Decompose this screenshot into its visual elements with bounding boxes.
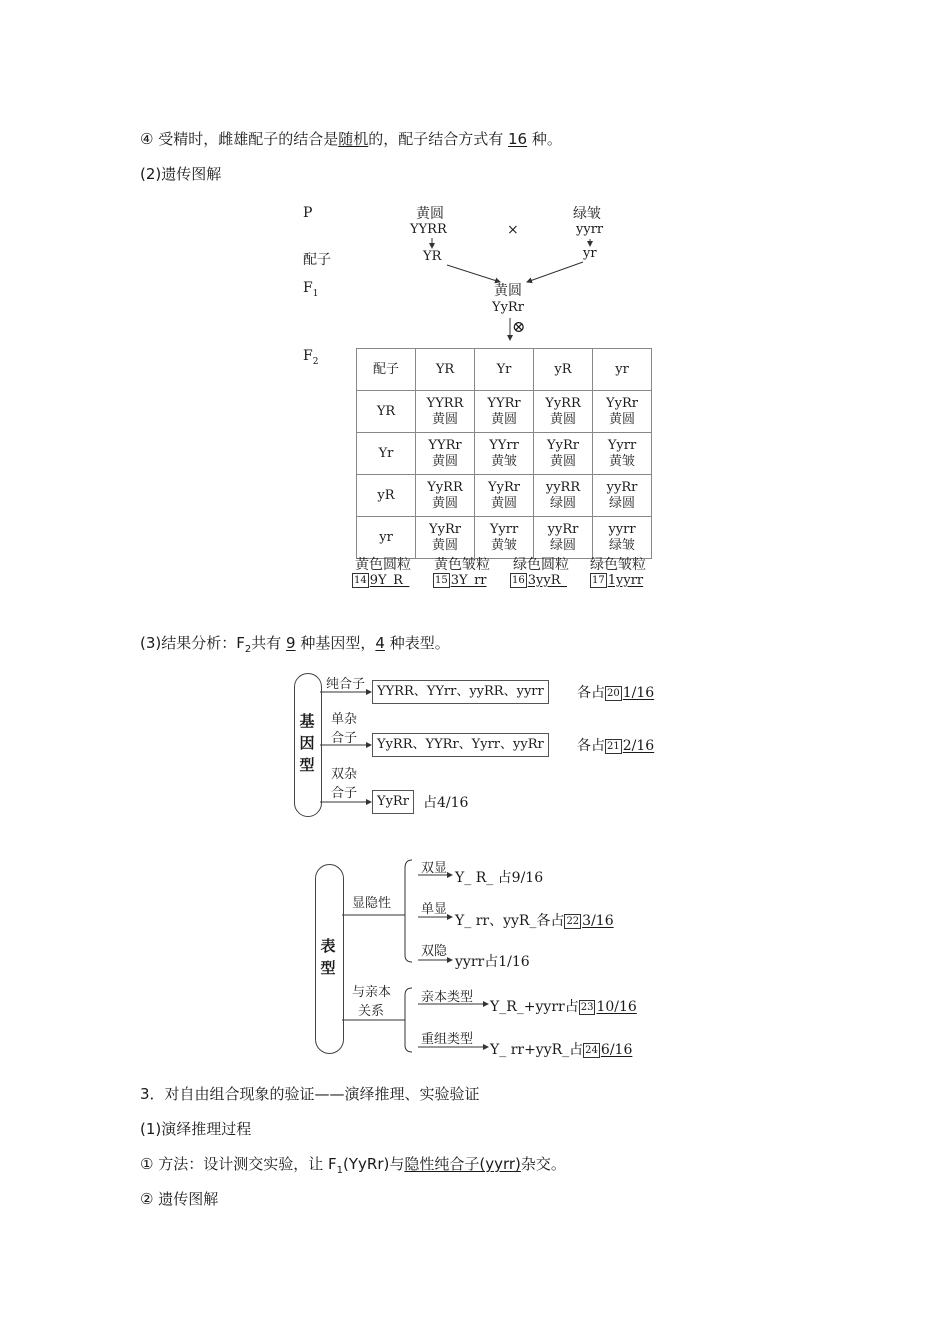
deduction-heading: (1)演绎推理过程 — [140, 1120, 252, 1138]
punnett-square — [356, 348, 652, 559]
double-dominant-ratio: Y_ R_ 占9/16 — [455, 870, 544, 886]
pheno-name: 绿色圆粒 — [513, 557, 569, 573]
col-header: yr — [593, 349, 652, 391]
genetic-diagram-heading: ② 遗传图解 — [140, 1190, 219, 1208]
row-header: Yr — [357, 433, 416, 475]
recombinant-type-label: 重组类型 — [421, 1032, 474, 1047]
pheno-name: 绿色皱粒 — [590, 557, 646, 573]
cross-sign: × — [507, 222, 519, 238]
homozygous-box: YYRR、YYrr、yyRR、yyrr — [372, 680, 549, 704]
f1-label: $F_1$ — [303, 280, 319, 299]
col-header: yR — [534, 349, 593, 391]
parent1-genotype: YYRR — [410, 222, 447, 237]
single-hetero-ratio: 各占 21 2/16 — [577, 738, 655, 754]
branch-single-hetero-2: 合子 — [331, 731, 358, 746]
pheno-ratio: 14 9Y_R_ — [354, 573, 410, 588]
paragraph-result-analysis: (3)结果分析：$F_2$共有 9 种基因型，4 种表型。 — [140, 634, 450, 655]
table-row — [357, 433, 652, 475]
table-cell: Yyrr 黄皱 — [593, 433, 652, 475]
table-cell: YyRr 黄圆 — [475, 475, 534, 517]
double-hetero-box: YyRr — [372, 790, 414, 814]
row-header: YR — [357, 391, 416, 433]
row-header: yR — [357, 475, 416, 517]
double-recessive-label: 双隐 — [421, 944, 448, 959]
gamete-label: 配子 — [303, 252, 331, 268]
table-row — [357, 391, 652, 433]
homozygous-ratio: 各占 20 1/16 — [577, 685, 655, 701]
table-cell: YyRr 黄圆 — [416, 517, 475, 559]
f2-label: $F_2$ — [303, 348, 319, 367]
answer-16: 16 — [508, 130, 528, 148]
double-hetero-ratio: 占4/16 — [423, 795, 469, 811]
f1-genotype: YyRr — [492, 300, 524, 315]
branch-homozygous: 纯合子 — [326, 677, 366, 692]
table-row — [357, 475, 652, 517]
row-header: yr — [357, 517, 416, 559]
table-cell: YYRr 黄圆 — [416, 433, 475, 475]
pheno-name: 黄色圆粒 — [355, 557, 411, 573]
heading-genetic-diagram: (2)遗传图解 — [140, 165, 222, 183]
parental-type-label: 亲本类型 — [421, 990, 474, 1005]
parental-type-ratio: Y_R_+yyrr占 23 10/16 — [490, 999, 637, 1015]
table-cell: YYRr 黄圆 — [475, 391, 534, 433]
table-cell: YYrr 黄皱 — [475, 433, 534, 475]
pheno-ratio: 17 1yyrr — [592, 573, 644, 588]
pheno-ratio: 16 3yyR_ — [512, 573, 567, 588]
table-cell: YyRR 黄圆 — [416, 475, 475, 517]
section-3-heading: 3．对自由组合现象的验证——演绎推理、实验验证 — [140, 1085, 480, 1103]
table-header-row — [357, 349, 652, 391]
table-cell: yyrr 绿皱 — [593, 517, 652, 559]
selfing-symbol: ⊗ — [512, 317, 526, 336]
recombinant-type-ratio: Y_ rr+yyR_占 24 6/16 — [490, 1042, 633, 1058]
f1-phenotype: 黄圆 — [494, 283, 522, 299]
branch-double-hetero-2: 合子 — [331, 786, 358, 801]
single-dominant-label: 单显 — [421, 902, 448, 917]
col-header: Yr — [475, 349, 534, 391]
parent1-phenotype: 黄圆 — [416, 206, 444, 222]
answer-random: 随机 — [338, 130, 369, 148]
single-dominant-ratio: Y_ rr、yyR_各占 22 3/16 — [455, 913, 614, 929]
table-cell: YyRr 黄圆 — [593, 391, 652, 433]
table-row — [357, 517, 652, 559]
table-cell: yyRr 绿圆 — [593, 475, 652, 517]
col-header: YR — [416, 349, 475, 391]
paragraph-fertilization: ④ 受精时，雌雄配子的结合是随机的，配子结合方式有 16 种。 — [140, 130, 562, 148]
single-hetero-box: YyRR、YYRr、Yyrr、yyRr — [372, 733, 549, 757]
gamete2: yr — [583, 246, 597, 261]
branch-double-hetero-1: 双杂 — [331, 767, 358, 782]
double-recessive-ratio: yyrr占1/16 — [455, 954, 530, 970]
gamete1: YR — [423, 249, 442, 264]
genotype-side-label: 基 因 型 — [299, 712, 315, 774]
double-dominant-label: 双显 — [421, 861, 448, 876]
pheno-name: 黄色皱粒 — [434, 557, 490, 573]
table-corner: 配子 — [357, 349, 416, 391]
dominance-group: 显隐性 — [352, 896, 392, 911]
table-cell: YyRR 黄圆 — [534, 391, 593, 433]
parent2-genotype: yyrr — [576, 222, 604, 237]
table-cell: Yyrr 黄皱 — [475, 517, 534, 559]
parent-relation-group-2: 关系 — [358, 1004, 385, 1019]
table-cell: YyRr 黄圆 — [534, 433, 593, 475]
table-cell: YYRR 黄圆 — [416, 391, 475, 433]
branch-single-hetero-1: 单杂 — [331, 712, 358, 727]
p-label: P — [303, 205, 313, 221]
phenotype-side-label: 表 型 — [320, 937, 336, 977]
pheno-ratio: 15 3Y_rr — [435, 573, 487, 588]
table-cell: yyRR 绿圆 — [534, 475, 593, 517]
parent2-phenotype: 绿皱 — [573, 206, 601, 222]
method-paragraph: ① 方法：设计测交实验，让 $F_1(YyRr)$与隐性纯合子(yyrr)杂交。 — [140, 1155, 566, 1176]
parent-relation-group-1: 与亲本 — [352, 985, 392, 1000]
table-cell: yyRr 绿圆 — [534, 517, 593, 559]
